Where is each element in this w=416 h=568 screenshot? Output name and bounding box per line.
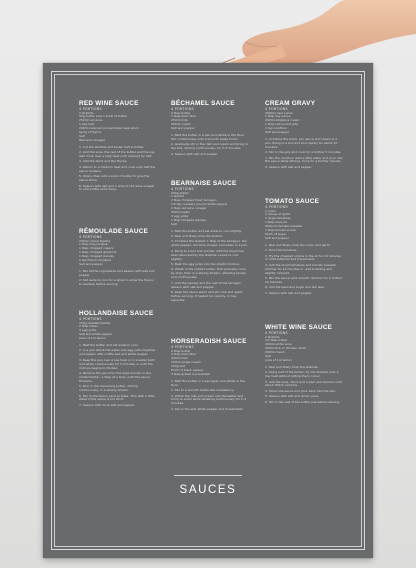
ingredient-line: 200ml whipping cream (265, 119, 300, 123)
ingredient-line: 1/2 tsp coarsely ground white pepper (171, 203, 228, 207)
ingredient-line: Salt (265, 355, 271, 359)
method-step: 2. Gradually stir in the milk and cream and bring to the boil, stirring continuously, for 3–5 minutes. (171, 143, 249, 151)
recipe-title: WHITE WINE SAUCE (265, 324, 333, 331)
ingredient-line: 1 tbsp mayonnaise (79, 243, 108, 247)
method-step: 6. Whisk in the melted butter, first gradually drop by drop, then in a steady stream, whisking briskly and continuously. (171, 268, 247, 280)
method-step: 7. Season with salt and pepper. (265, 291, 313, 295)
method-step: 6. Stir in the rest of the butter just before serving. (265, 400, 341, 404)
recipe-portions: 4 PORTIONS (171, 187, 194, 191)
ingredient-line: 1 tbsp olive oil (265, 221, 287, 225)
recipe-portions: 4 PORTIONS (265, 331, 288, 335)
ingredient-line: 2 tbsp red wine vinegar (171, 207, 207, 211)
ingredient-line: 2 tbsp water (79, 325, 98, 329)
recipe-bearnaise-sauce (171, 180, 249, 304)
method-step: 4. Season with salt and pepper. (265, 165, 313, 169)
ingredient-line: 1 onion (265, 209, 277, 213)
recipe-title: TOMATO SAUCE (265, 198, 320, 205)
method-step: 3. Mix the cornflour with a little water and pour into the sauce while stirring. Cook for a further minute. (265, 156, 343, 164)
method-step: 2. Dice the tomatoes. (265, 249, 298, 253)
method-step: 2. Set aside to cool for a while to allow the flavour to develop before serving. (79, 279, 155, 287)
recipe-red-wine-sauce (79, 100, 157, 194)
method-step: 2. Peel and finely chop the shallot. (171, 235, 223, 239)
ingredient-line: 3 tbsp grated horseradish (171, 372, 210, 376)
method-step: 2. In a pan whisk the water and egg yolks together and season with a little salt and white pepper. (79, 349, 156, 357)
method-step: 2. Stir in the jelly and cook for a further 5 minutes. (265, 151, 342, 155)
method-step: 1. Cut the shallots and brown half in butter. (79, 145, 145, 149)
method-step: 3. Add the stock and the thyme. (79, 160, 128, 164)
method-step: 2. Stir to a smooth batter-like consistency. (171, 389, 235, 393)
poster-title: SAUCES (179, 484, 237, 496)
ingredient-line: 2 cloves of garlic (265, 213, 291, 217)
ingredient-line: 400g tin tomato passata (265, 225, 302, 229)
recipe-tomato-sauce (265, 198, 343, 297)
method-step: 2. Add the wine, the rest of the butter and the bay leaf. Cook over a high heat until reduced by half. (79, 151, 155, 159)
method-step: 1. Peel and finely chop the shallots. (265, 365, 319, 369)
recipe-portions: 4 PORTIONS (171, 107, 194, 111)
method-step: 8. Keep the sauce warm and stir now and again before serving. If heated too quickly, it may separate. (171, 290, 243, 302)
ingredient-line: 3 egg yolks (171, 214, 189, 218)
method-step: 3. Fry the chopped onions in the oil for 10 minutes or until softened and translucent. (265, 254, 341, 262)
ingredient-line: Sprig of thyme (79, 131, 102, 135)
ingredient-line: 200g butter (171, 191, 189, 195)
recipe-columns (79, 100, 343, 480)
ingredient-line: 50g butter plus 1 knob of butter (79, 115, 128, 119)
method-step: 5. Pour in the remaining butter, stirring continuously, in a steady stream. (79, 385, 138, 393)
ingredient-line: 200ml reduced concentrated veal stock (79, 127, 139, 131)
ingredient-line: Salt and pepper (265, 131, 289, 135)
ingredient-line: 1 tbsp chopped parsley (79, 255, 115, 259)
ingredient-line: 1 tbsp chopped parsley (171, 218, 207, 222)
method-step: 4. Return to a medium heat and cook until half the sauce remains. (79, 165, 156, 173)
ingredient-line: 1 tbsp chopped gherkins (79, 251, 117, 255)
ingredient-line: 250ml red wine (79, 119, 103, 123)
ingredient-line: Red wine vinegar (79, 138, 105, 142)
ingredient-line: Salt and pepper (265, 236, 289, 240)
footer-divider (174, 475, 242, 476)
method-step: 5. Mix the sauce until smooth. Simmer for a further 10 minutes. (265, 277, 343, 284)
method-step: 6. Season with salt and a drop of red wine vinegar to add a little extra tang. (79, 184, 155, 192)
method-step: 1. Melt the butter in a saucepan and whisk in the flour. (171, 379, 245, 387)
ingredient-line: 100g salt (171, 365, 185, 369)
recipe-title: BÉCHAMEL SAUCE (171, 100, 235, 107)
ingredient-line: 200ml white wine (265, 343, 292, 347)
recipe-title: HORSERADISH SAUCE (171, 338, 247, 345)
ingredient-line: 250ml milk (171, 119, 188, 123)
method-step: 3. Season with salt and pepper. (171, 152, 219, 156)
ingredient-line: 400ml milk (171, 357, 188, 361)
ingredient-line: 2 tbsp chopped fresh tarragon (171, 199, 217, 203)
ingredient-line: 1 tsp cornflour (265, 127, 287, 131)
ingredient-line: 1/2 tbsp butter (265, 339, 288, 343)
ingredient-line: 200ml crème fraîche (79, 239, 111, 243)
ingredient-line: 1 bay leaf (79, 123, 94, 127)
method-step: 7. Season with more salt and pepper. (79, 403, 135, 407)
method-step: 1. Melt the butter and set aside to cool slightly. (171, 229, 242, 233)
recipe-bechamel-sauce (171, 100, 249, 158)
method-step: 1. Combine the stock, soy sauce and cream in a pan. Bring to a boil and boil rapidly for about 10 minutes. (265, 137, 338, 149)
ingredient-line: 150g unsalted butter (79, 321, 111, 325)
ingredient-line: Salt (79, 134, 85, 138)
method-step: 4. Strain the sauce and pour back into the pan. (265, 389, 336, 393)
recipe-title: HOLLANDAISE SAUCE (79, 310, 154, 317)
ingredient-line: Juice of 1/2 lemon (79, 337, 107, 341)
method-step: 3. Whisk the milk and cream into the batter and bring to a boil while whisking continuously for 2–3 minutes. (171, 394, 247, 406)
ingredient-line: 2 tbsp butter (171, 111, 191, 115)
recipe-cream-gravy (265, 100, 343, 171)
ingredient-line: 200ml cream (265, 351, 285, 355)
method-step: 1. Peel and finely chop the onion and garlic. (265, 243, 332, 247)
ingredient-line: Salt and pepper (171, 127, 195, 131)
recipe-portions: 4 PORTIONS (79, 317, 102, 321)
ingredient-line: 1 tsp French mustard (79, 259, 111, 263)
method-step: 4. Remove the pan from the heat and stir in the melted butter, 1 tbsp at a time, until the sauce thickens. (79, 371, 151, 383)
ingredient-line: 2 tbsp butter (171, 349, 191, 353)
ingredient-line: 2 shallots (265, 335, 280, 339)
method-step: 5. Beat the egg yolks into the shallot mixture. (171, 263, 240, 266)
recipe-hollandaise-sauce (79, 310, 157, 409)
recipe-title: RÉMOULADE SAUCE (79, 228, 149, 235)
ingredient-line: 1 tbsp soy sauce (265, 115, 291, 119)
ingredient-line: Juice of 1/2 lemon (265, 358, 293, 362)
method-step: 7. Add the parsley and the rest of the tarragon. Season with salt and pepper. (171, 281, 243, 289)
ingredient-line: 2 shallots (79, 111, 94, 115)
ingredient-line: 150ml single cream (171, 361, 201, 365)
recipe-white-wine-sauce (265, 324, 343, 406)
ingredient-line: 1 tbsp tomato purée (265, 229, 296, 233)
ingredient-line: 2 large tomatoes (265, 217, 291, 221)
recipe-title: RED WINE SAUCE (79, 100, 139, 107)
ingredient-line: 1 shallot (171, 195, 184, 199)
ingredient-line: 3 tbsp plain flour (171, 115, 197, 119)
recipe-portions: 4 PORTIONS (265, 205, 288, 209)
ingredient-line: 3 egg yolks (79, 329, 97, 333)
ingredient-line: 400ml roast juices (265, 111, 293, 115)
ingredient-line: Salt (171, 222, 177, 226)
method-step: 1. Melt the butter in a pan and whisk in the flour. Stir continuously until a smooth paste forms. (171, 134, 245, 141)
method-step: 5. Strain, then add a knob of butter to give the sauce shine. (79, 175, 150, 183)
method-step: 4. Stir in the salt, white pepper and horseradish. (171, 407, 244, 411)
ingredient-line: Pinch of black pepper (171, 369, 204, 373)
recipe-horseradish-sauce (171, 338, 249, 413)
recipe-title: BEARNAISE SAUCE (171, 180, 237, 187)
method-step: 3. Add the wine, stock and cream and simmer until about 300ml remains. (265, 380, 342, 388)
method-step: 6. Mix in the lemon juice to taste. Thin with a little water if the sauce is too thick. (79, 394, 155, 402)
ingredient-line: Salt and white pepper (79, 333, 113, 337)
method-step: 1. Mix all the ingredients and season with salt and pepper. (79, 269, 155, 277)
recipe-remoulade-sauce (79, 228, 157, 288)
recipe-portions: 4 PORTIONS (79, 107, 102, 111)
ingredient-line: 1 tbsp chopped capers (79, 247, 114, 251)
method-step: 3. Keep the pan over a low heat or in a water bath and whisk continuously for 5 minutes or until the mixture begins to thicken. (79, 358, 155, 370)
method-step: 1. Melt the butter and set aside to cool. (79, 344, 139, 348)
method-step: 6. Add the basil and sugar and stir well. (265, 286, 325, 290)
ingredient-line: 200ml cream (171, 123, 191, 127)
ingredient-line: 1 tbsp redcurrant jelly (265, 123, 299, 127)
method-step: 4. Bring to a boil and simmer until the liquid has been absorbed by the shallots. Leave to cool slightly. (171, 249, 244, 261)
method-step: 5. Season with salt and lemon juice. (265, 395, 320, 399)
ingredient-line: 200ml water (171, 211, 190, 215)
ingredient-line: 2 tbsp plain flour (171, 353, 197, 357)
ingredient-line: Pinch of sugar (265, 232, 287, 236)
ingredient-line: Salt and pepper (79, 262, 103, 266)
ingredient-line: 200ml fish or chicken stock (265, 347, 307, 351)
recipe-title: CREAM GRAVY (265, 100, 316, 107)
recipe-portions: 4 PORTIONS (265, 107, 288, 111)
sauces-poster (43, 63, 373, 558)
method-step: 3. Combine the shallot, 1 tbsp of the tarragon, the white pepper, red wine vinegar and water in a pan. (171, 240, 249, 248)
recipe-portions: 4 PORTIONS (171, 345, 194, 349)
recipe-portions: 4 PORTIONS (79, 235, 102, 239)
method-step: 4. Add the diced tomatoes and tomato passata. Simmer for 10 minutes or until bubbling and slightly reduced. (265, 263, 337, 275)
method-step: 2. Using half of the butter, fry the shallots over a low heat without letting them colour. (265, 371, 339, 379)
